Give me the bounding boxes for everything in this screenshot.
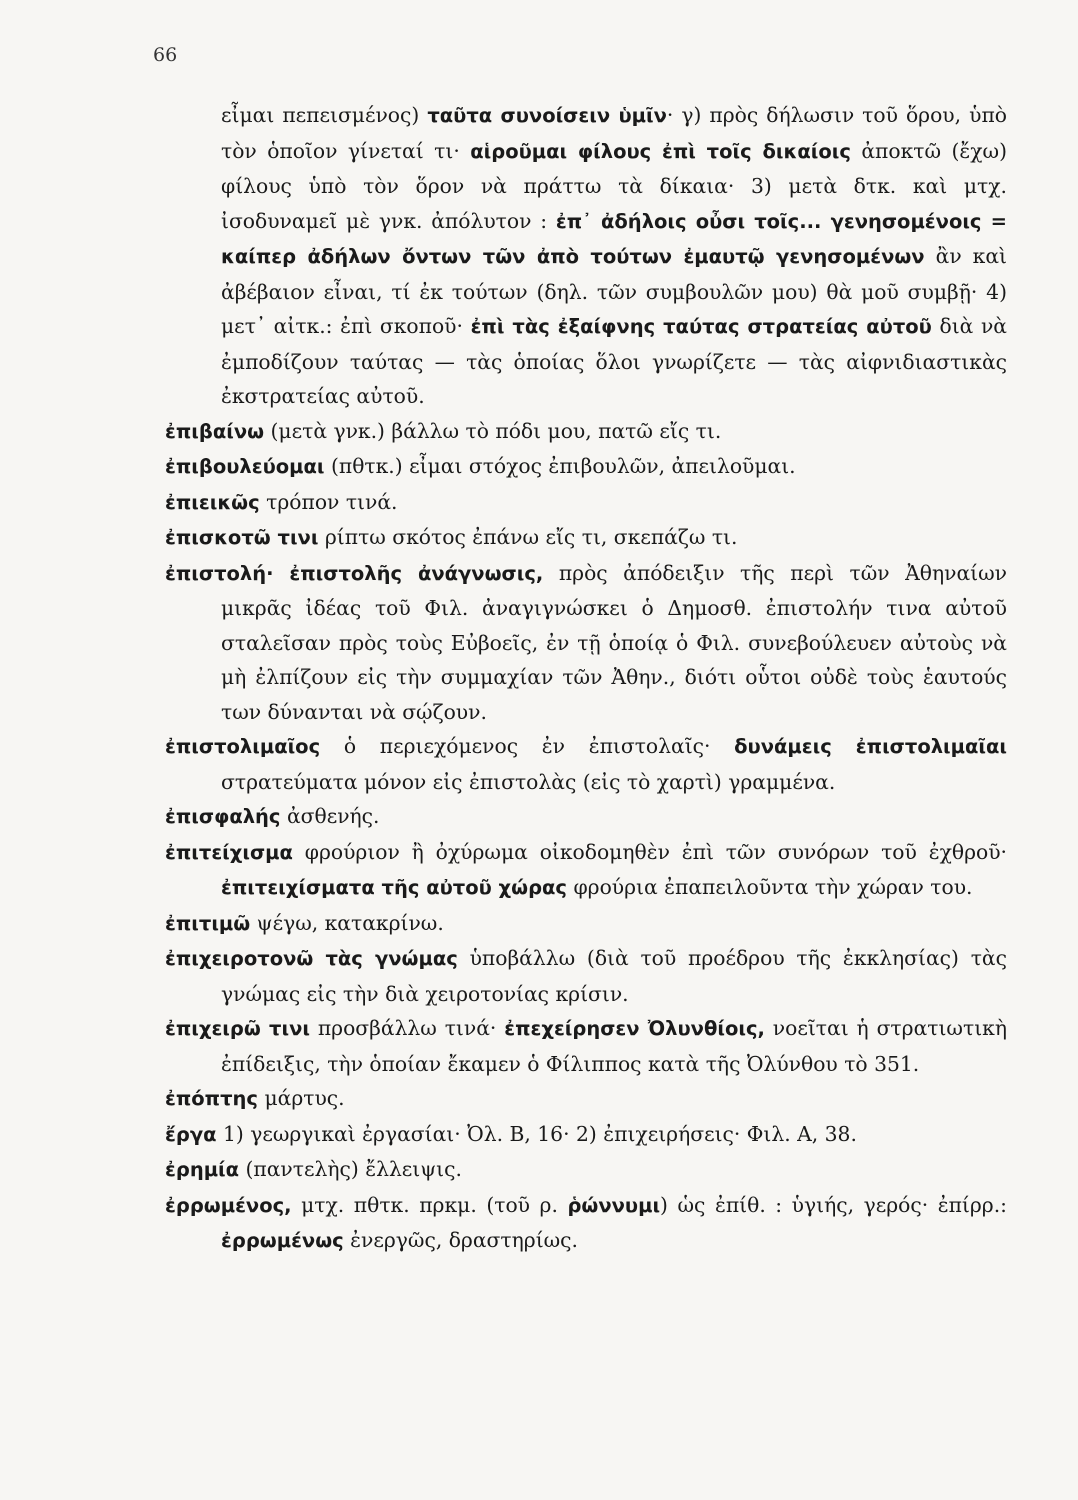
entry-continuation bbox=[165, 98, 1007, 414]
entry-headword: ἐπιεικῶς bbox=[165, 490, 260, 514]
entry-definition: φρούρια ἐπαπειλοῦντα τὴν χώραν του. bbox=[567, 875, 973, 899]
entry-headword: ἐπιτιμῶ bbox=[165, 911, 251, 935]
entry-headword: ἐπιβουλεύομαι bbox=[165, 455, 325, 478]
entry-headword: αἱροῦμαι φίλους ἐπὶ τοῖς δικαίοις bbox=[470, 139, 851, 163]
entry-definition: ἀσθενής. bbox=[280, 804, 380, 828]
entry-definition: φρούριον ἢ ὀχύρωμα οἰκοδομηθὲν ἐπὶ τῶν συνόρων τοῦ ἐχθροῦ· bbox=[292, 839, 1007, 864]
entry-definition: μτχ. πθτκ. πρκμ. (τοῦ ρ. bbox=[291, 1192, 568, 1217]
entry-definition: ψέγω, κατακρίνω. bbox=[250, 910, 444, 935]
glossary-entry bbox=[165, 1011, 1007, 1081]
glossary-entry bbox=[165, 1117, 1007, 1153]
entry-headword: ἐπὶ τὰς ἐξαίφνης ταύτας στρατείας αὐτοῦ bbox=[470, 315, 932, 338]
entry-definition: προσβάλλω τινά· bbox=[309, 1016, 505, 1040]
entry-headword: ῥώννυμι bbox=[567, 1193, 661, 1217]
glossary-entries bbox=[165, 98, 1007, 1259]
glossary-entry bbox=[165, 1081, 1007, 1117]
entry-definition: (πθτκ.) εἶμαι στόχος ἐπιβουλῶν, ἀπειλοῦμαι. bbox=[324, 454, 796, 478]
entry-definition: · γ) πρὸς δήλωσιν τοῦ ὅρου, ὑπὸ τὸν ὁποῖον γίνεταί τι· bbox=[221, 103, 1007, 163]
glossary-entry bbox=[165, 1188, 1007, 1259]
entry-headword: ἐπεχείρησεν Ὀλυνθίοις, bbox=[504, 1017, 765, 1040]
entry-headword: ἐπιχειροτονῶ τὰς γνώμας bbox=[165, 947, 458, 970]
entry-definition: ἀποκτῶ (ἔχω) φίλους ὑπὸ τὸν ὅρον νὰ πράττω τὰ δίκαια· 3) μετὰ δτκ. καὶ μτχ. ἰσοδυναμεῖ μὲ γνκ. ἀπόλυτον : bbox=[221, 138, 1008, 233]
glossary-entry bbox=[165, 520, 1007, 556]
entry-definition: ἂν καὶ ἀβέβαιον εἶναι, τί ἐκ τούτων (δηλ. τῶν συμβουλῶν μου) θὰ μοῦ συμβῇ· 4) μετ᾿ αἰτκ.: ἐπὶ σκοποῦ· bbox=[221, 244, 1007, 338]
glossary-entry bbox=[165, 485, 1007, 521]
glossary-entry bbox=[165, 1152, 1007, 1188]
entry-headword: ἐπιστολιμαῖος bbox=[165, 735, 321, 758]
glossary-entry bbox=[165, 729, 1007, 799]
entry-headword: ἐπιβαίνω bbox=[165, 419, 265, 443]
entry-definition: ἐνεργῶς, δραστηρίως. bbox=[343, 1228, 578, 1252]
entry-headword: ἐπιστολή· ἐπιστολῆς ἀνάγνωσις, bbox=[165, 561, 544, 585]
glossary-entry bbox=[165, 799, 1007, 835]
entry-definition: νοεῖται ἡ στρατιωτικὴ ἐπίδειξις, τὴν ὁποίαν ἔκαμεν ὁ Φίλιππος κατὰ τῆς Ὀλύνθου τὸ 351. bbox=[221, 1016, 1007, 1076]
page-number: 66 bbox=[153, 44, 178, 66]
entry-headword: ἐπισφαλής bbox=[165, 805, 281, 828]
entry-headword: ἐπιτείχισμα bbox=[165, 840, 293, 864]
entry-definition: πρὸς ἀπόδειξιν τῆς περὶ τῶν Ἀθηναίων μικρᾶς ἰδέας τοῦ Φιλ. ἀναγιγνώσκει ὁ Δημοσθ. ἐπιστολήν τινα αὐτοῦ σταλεῖσαν πρὸς τοὺς Εὐβοεῖς, ἐν τῇ ὁποίᾳ ὁ Φιλ. συνεβούλευεν αὐτοὺς νὰ μὴ ἐλπίζουν εἰς τὴν συμμαχίαν τῶν Ἀθην., διότι οὗτοι οὐδὲ τοὺς ἑαυτούς των δύνανται νὰ σῴζουν. bbox=[221, 560, 1007, 724]
entry-definition: ὁ περιεχόμενος ἐν ἐπιστολαῖς· bbox=[320, 734, 735, 758]
entry-headword: ἐπιχειρῶ τινι bbox=[165, 1017, 310, 1040]
entry-definition: ) ὡς ἐπίθ. : ὑγιής, γερός· ἐπίρρ.: bbox=[660, 1192, 1007, 1217]
entry-headword: ἔργα bbox=[165, 1122, 217, 1146]
entry-headword: ἐπιτειχίσματα τῆς αὐτοῦ χώρας bbox=[221, 876, 567, 899]
entry-headword: ἐρημία bbox=[165, 1158, 240, 1181]
entry-headword: ἐπόπτης bbox=[165, 1087, 258, 1110]
entry-headword: δυνάμεις ἐπιστολιμαῖαι bbox=[734, 735, 1007, 758]
glossary-entry bbox=[165, 835, 1007, 906]
glossary-entry bbox=[165, 414, 1007, 450]
entry-definition: εἶμαι πεπεισμένος) bbox=[221, 103, 428, 127]
entry-headword: ἐρρωμένως bbox=[221, 1229, 344, 1252]
entry-headword: ἐπισκοτῶ τινι bbox=[165, 526, 319, 549]
entry-headword: ταῦτα συνοίσειν ὑμῖν bbox=[427, 104, 667, 127]
entry-definition: 1) γεωργικαὶ ἐργασίαι· Ὀλ. Β, 16· 2) ἐπιχειρήσεις· Φιλ. Α, 38. bbox=[216, 1121, 857, 1146]
entry-headword: ἐρρωμένος, bbox=[165, 1193, 292, 1217]
glossary-entry bbox=[165, 556, 1007, 730]
glossary-entry bbox=[165, 941, 1007, 1011]
entry-definition: (μετὰ γνκ.) βάλλω τὸ πόδι μου, πατῶ εἴς τι. bbox=[264, 418, 722, 443]
entry-definition: διὰ νὰ ἐμποδίζουν ταύτας — τὰς ὁποίας ὅλοι γνωρίζετε — τὰς αἰφνιδιαστικὰς ἐκστρατείας αὐτοῦ. bbox=[221, 314, 1007, 408]
entry-definition: στρατεύματα μόνον εἰς ἐπιστολὰς (εἰς τὸ χαρτὶ) γραμμένα. bbox=[221, 769, 836, 794]
glossary-entry bbox=[165, 449, 1007, 485]
entry-definition: ὑποβάλλω (διὰ τοῦ προέδρου τῆς ἐκκλησίας) τὰς γνώμας εἰς τὴν διὰ χειροτονίας κρίσιν. bbox=[221, 946, 1007, 1006]
entry-definition: μάρτυς. bbox=[258, 1086, 345, 1110]
entry-definition: (παντελὴς) ἔλλειψις. bbox=[239, 1157, 462, 1181]
glossary-entry bbox=[165, 906, 1007, 942]
entry-headword: ἐπ᾿ ἀδήλοις οὖσι τοῖς... γενησομένοις = καίπερ ἀδήλων ὄντων τῶν ἀπὸ τούτων ἐμαυτῷ γενησομένων bbox=[221, 209, 1007, 268]
entry-definition: τρόπον τινά. bbox=[259, 489, 398, 514]
entry-definition: ρίπτω σκότος ἐπάνω εἴς τι, σκεπάζω τι. bbox=[318, 525, 738, 549]
